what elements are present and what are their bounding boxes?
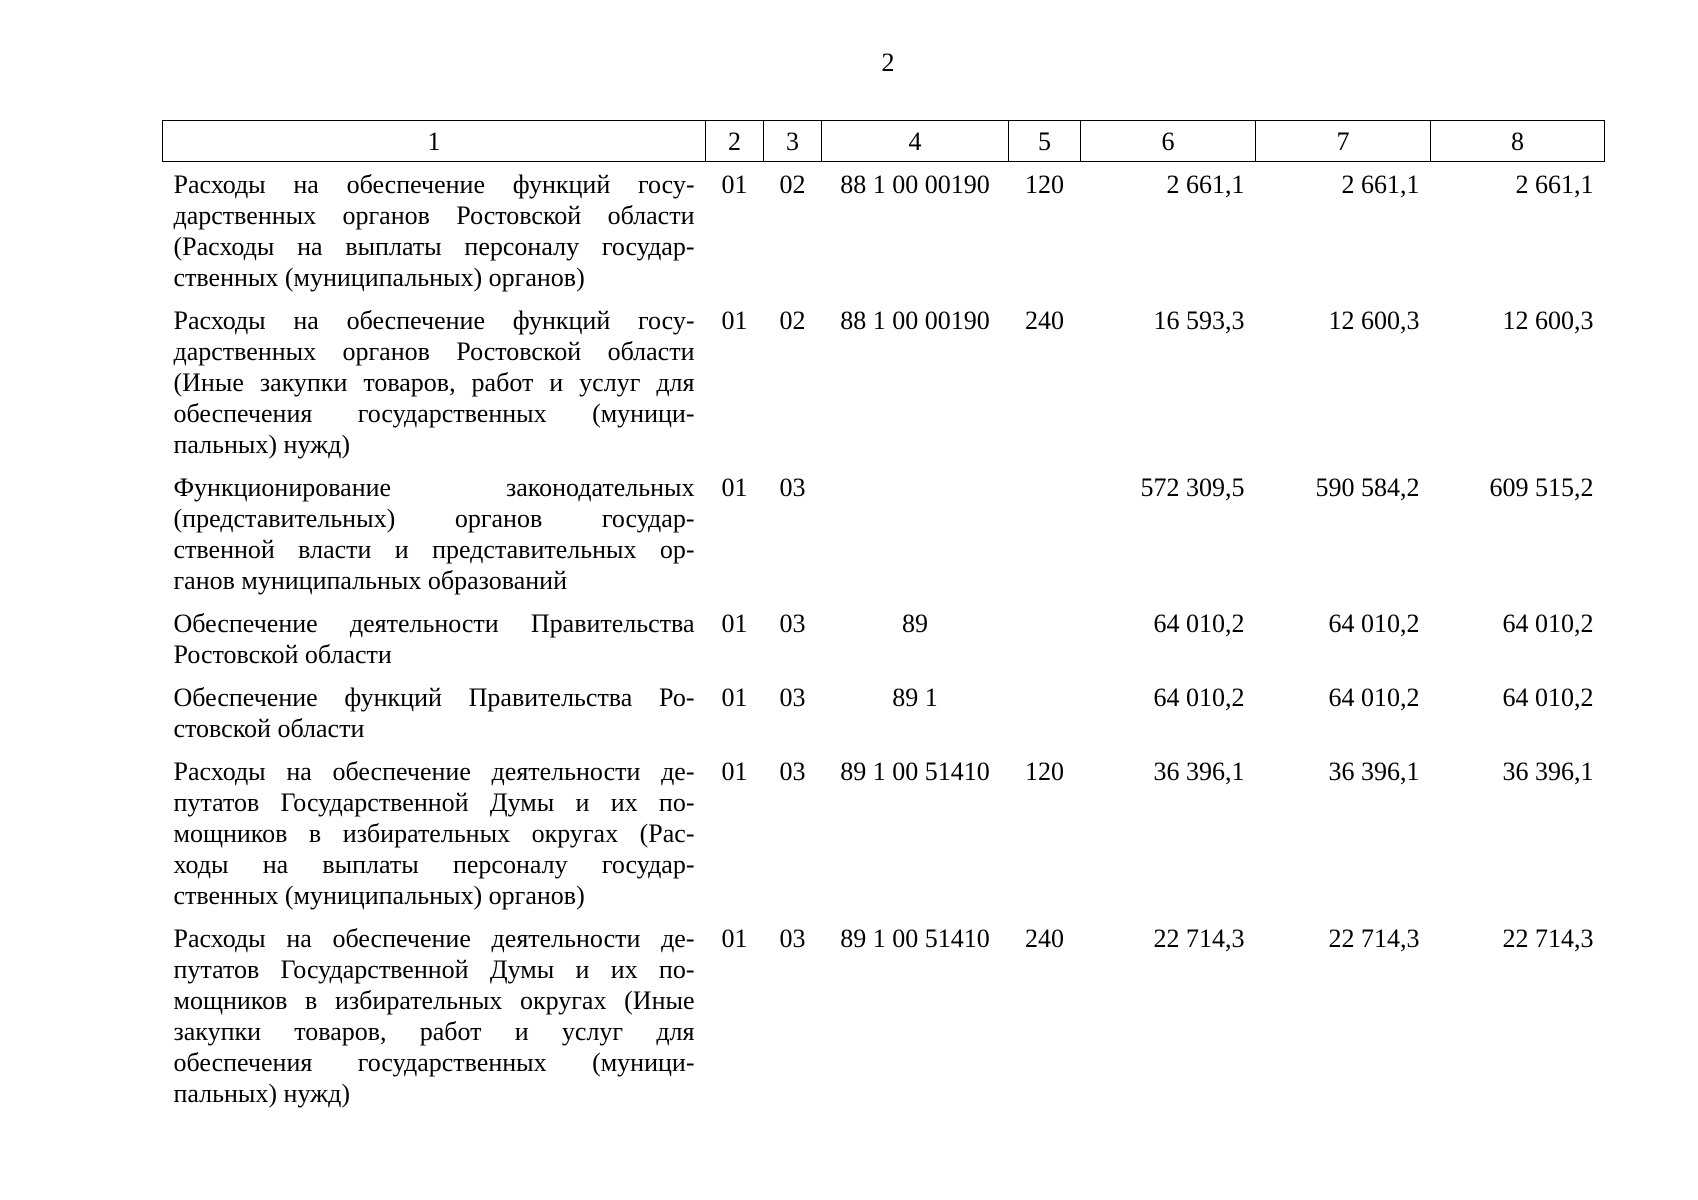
cell-amount-col-6: 2 661,1 [1166, 170, 1245, 199]
description-line: ственной власти и представительных ор- [173, 535, 695, 564]
cell-amount-col-6: 16 593,3 [1153, 306, 1245, 335]
description-line: ственных (муниципальных) органов) [173, 881, 585, 910]
table-row [163, 675, 1605, 749]
cell-amount-col-7: 22 714,3 [1328, 924, 1420, 953]
cell-expense-type [1009, 465, 1081, 601]
cell-section: 01 [721, 683, 748, 712]
cell-amount-col-6: 64 010,2 [1153, 683, 1245, 712]
cell-target-code [822, 465, 1009, 601]
cell-target-code: 88 1 00 00190 [840, 170, 990, 199]
description-line: Обеспечение функций Правительства Ро- [173, 683, 695, 712]
cell-subsection: 02 [779, 306, 806, 335]
cell-subsection: 03 [779, 683, 806, 712]
cell-expense-type [1009, 675, 1081, 749]
page-number: 2 [881, 48, 895, 77]
cell-amount-col-7: 64 010,2 [1328, 609, 1420, 638]
description-line: (Иные закупки товаров, работ и услуг для [173, 986, 695, 1046]
cell-section: 01 [721, 609, 748, 638]
cell-amount-col-7: 64 010,2 [1328, 683, 1420, 712]
table-row [163, 298, 1605, 465]
cell-target-code: 89 [902, 609, 928, 638]
header-cell-col-8: 8 [1431, 121, 1605, 162]
cell-target-code: 89 1 00 51410 [840, 757, 990, 786]
header-cell-col-4: 4 [822, 121, 1009, 162]
cell-amount-col-7: 2 661,1 [1341, 170, 1420, 199]
cell-description [163, 298, 706, 465]
cell-subsection: 03 [779, 924, 806, 953]
cell-amount-col-8: 64 010,2 [1502, 683, 1594, 712]
cell-description [163, 162, 706, 299]
description-line: обеспечения государственных (муници- [173, 1048, 695, 1077]
cell-expense-type: 240 [1025, 306, 1064, 335]
description-line: Расходы на обеспечение функций госу- [173, 170, 695, 199]
cell-target-code: 89 1 [892, 683, 938, 712]
description-line: Обеспечение деятельности Правительства [173, 609, 695, 638]
cell-amount-col-7: 12 600,3 [1328, 306, 1420, 335]
description-line: дарственных органов Ростовской области [173, 201, 695, 230]
description-line: дарственных органов Ростовской области [173, 337, 695, 366]
table-row [163, 916, 1605, 1114]
header-row [163, 121, 1605, 162]
cell-section: 01 [721, 170, 748, 199]
cell-section: 01 [721, 924, 748, 953]
cell-amount-col-6: 36 396,1 [1153, 757, 1245, 786]
cell-expense-type: 120 [1025, 170, 1064, 199]
cell-description [163, 601, 706, 675]
cell-expense-type: 240 [1025, 924, 1064, 953]
header-cell-col-1: 1 [163, 121, 706, 162]
cell-subsection: 03 [779, 609, 806, 638]
cell-subsection: 03 [779, 757, 806, 786]
description-line: (Расходы на выплаты персоналу государ- [173, 232, 695, 261]
cell-amount-col-8: 609 515,2 [1489, 473, 1594, 502]
cell-amount-col-8: 12 600,3 [1502, 306, 1594, 335]
cell-description [163, 675, 706, 749]
table-row [163, 749, 1605, 916]
description-line: ганов муниципальных образований [173, 566, 568, 595]
cell-description [163, 749, 706, 916]
cell-subsection: 03 [779, 473, 806, 502]
description-line: пальных) нужд) [173, 1079, 350, 1108]
description-line: (представительных) органов государ- [173, 504, 695, 533]
description-line: стовской области [173, 714, 365, 743]
cell-amount-col-7: 36 396,1 [1328, 757, 1420, 786]
cell-description [163, 916, 706, 1114]
cell-amount-col-7: 590 584,2 [1315, 473, 1420, 502]
cell-expense-type: 120 [1025, 757, 1064, 786]
cell-amount-col-6: 572 309,5 [1140, 473, 1245, 502]
cell-target-code: 89 1 00 51410 [840, 924, 990, 953]
table-row [163, 162, 1605, 299]
cell-expense-type [1009, 601, 1081, 675]
description-line: мощников в избирательных округах [173, 986, 607, 1015]
header-cell-col-2: 2 [706, 121, 764, 162]
description-line: пальных) нужд) [173, 430, 350, 459]
budget-table [162, 120, 1605, 1114]
description-line: ственных (муниципальных) органов) [173, 263, 585, 292]
cell-section: 01 [721, 473, 748, 502]
cell-section: 01 [721, 306, 748, 335]
header-cell-col-6: 6 [1081, 121, 1256, 162]
cell-target-code: 88 1 00 00190 [840, 306, 990, 335]
description-line: Функционирование законодательных [173, 473, 695, 502]
description-line: путатов Государственной Думы и их по- [173, 788, 695, 817]
description-line: обеспечения государственных (муници- [173, 399, 695, 428]
header-cell-col-7: 7 [1256, 121, 1431, 162]
header-cell-col-5: 5 [1009, 121, 1081, 162]
cell-amount-col-8: 36 396,1 [1502, 757, 1594, 786]
cell-amount-col-6: 22 714,3 [1153, 924, 1245, 953]
description-line: (Иные закупки товаров, работ и услуг для [173, 368, 695, 397]
cell-section: 01 [721, 757, 748, 786]
header-cell-col-3: 3 [764, 121, 822, 162]
description-line: Расходы на обеспечение деятельности де- [173, 924, 695, 953]
description-line: Ростовской области [173, 640, 392, 669]
cell-amount-col-8: 2 661,1 [1515, 170, 1594, 199]
table-body [163, 162, 1605, 1115]
description-line: ходы на выплаты персоналу государ- [173, 850, 695, 879]
cell-subsection: 02 [779, 170, 806, 199]
description-line: мощников в избирательных округах (Рас- [173, 819, 695, 848]
cell-description [163, 465, 706, 601]
cell-amount-col-8: 64 010,2 [1502, 609, 1594, 638]
table-row [163, 601, 1605, 675]
description-line: Расходы на обеспечение функций госу- [173, 306, 695, 335]
description-line: путатов Государственной Думы и их по- [173, 955, 695, 984]
cell-amount-col-8: 22 714,3 [1502, 924, 1594, 953]
cell-amount-col-6: 64 010,2 [1153, 609, 1245, 638]
description-line: Расходы на обеспечение деятельности де- [173, 757, 695, 786]
table-row [163, 465, 1605, 601]
